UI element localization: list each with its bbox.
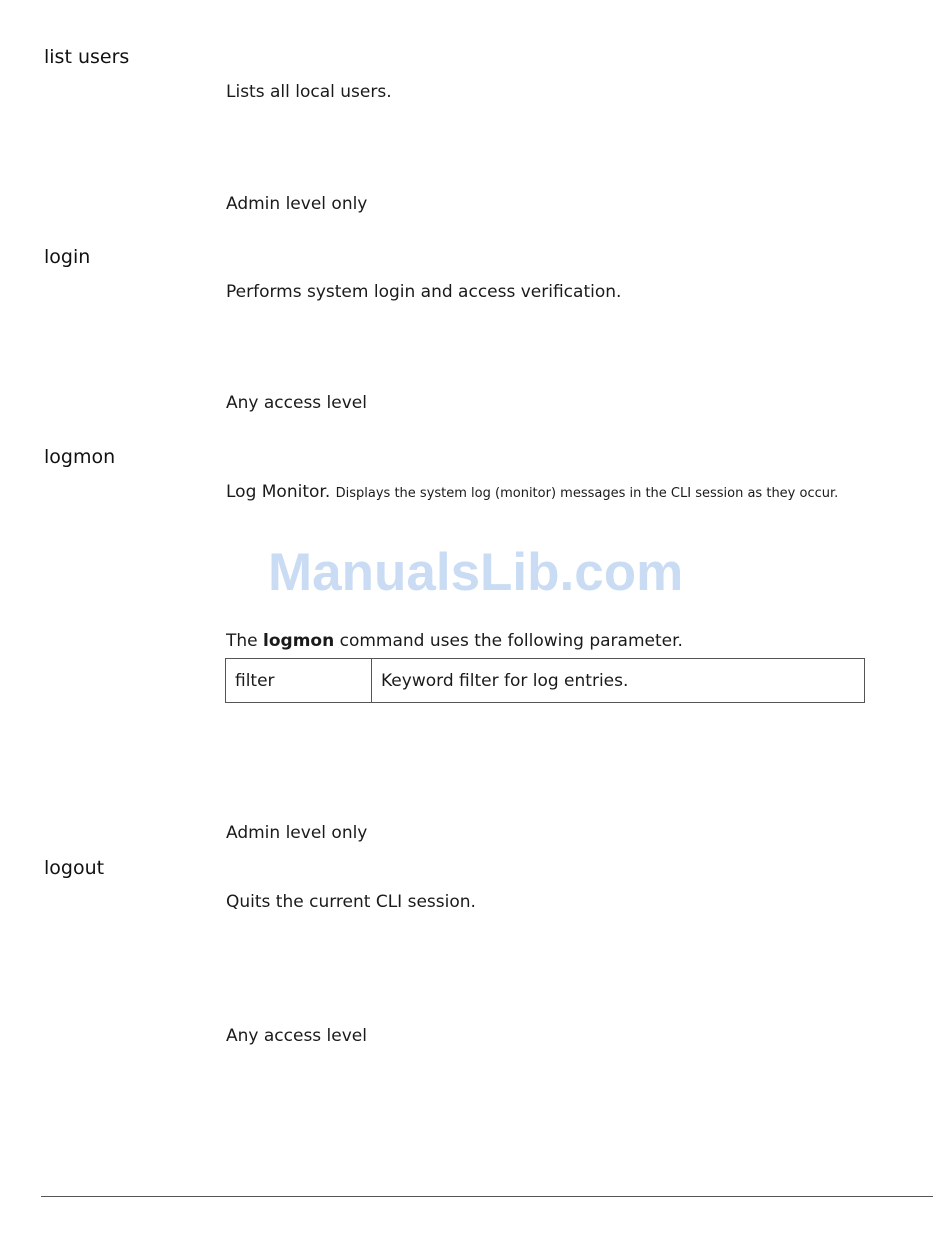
parameter-intro-prefix: The — [226, 631, 258, 651]
command-description: Quits the current CLI session. — [226, 892, 476, 912]
parameter-intro — [226, 631, 683, 651]
command-description — [226, 482, 838, 502]
footer-divider — [41, 1196, 933, 1197]
command-access-level: Admin level only — [226, 823, 368, 843]
command-description: Lists all local users. — [226, 82, 392, 102]
parameter-table — [225, 658, 865, 703]
table-row — [226, 659, 865, 703]
parameter-intro-keyword: logmon — [263, 631, 335, 651]
watermark: ManualsLib.com — [268, 543, 684, 602]
command-access-level: Any access level — [226, 393, 367, 413]
description-body: Displays the system log (monitor) messages in the CLI session as they occur. — [335, 486, 839, 501]
parameter-description: Keyword filter for log entries. — [372, 659, 865, 703]
command-heading-login: login — [44, 246, 91, 268]
description-lead: Log Monitor. — [226, 482, 331, 502]
parameter-name: filter — [226, 659, 372, 703]
command-heading-list-users: list users — [44, 46, 130, 68]
command-heading-logmon: logmon — [44, 446, 116, 468]
command-access-level: Any access level — [226, 1026, 367, 1046]
command-access-level: Admin level only — [226, 194, 368, 214]
command-heading-logout: logout — [44, 857, 105, 879]
command-description: Performs system login and access verification. — [226, 282, 622, 302]
parameter-intro-suffix: command uses the following parameter. — [339, 631, 683, 651]
